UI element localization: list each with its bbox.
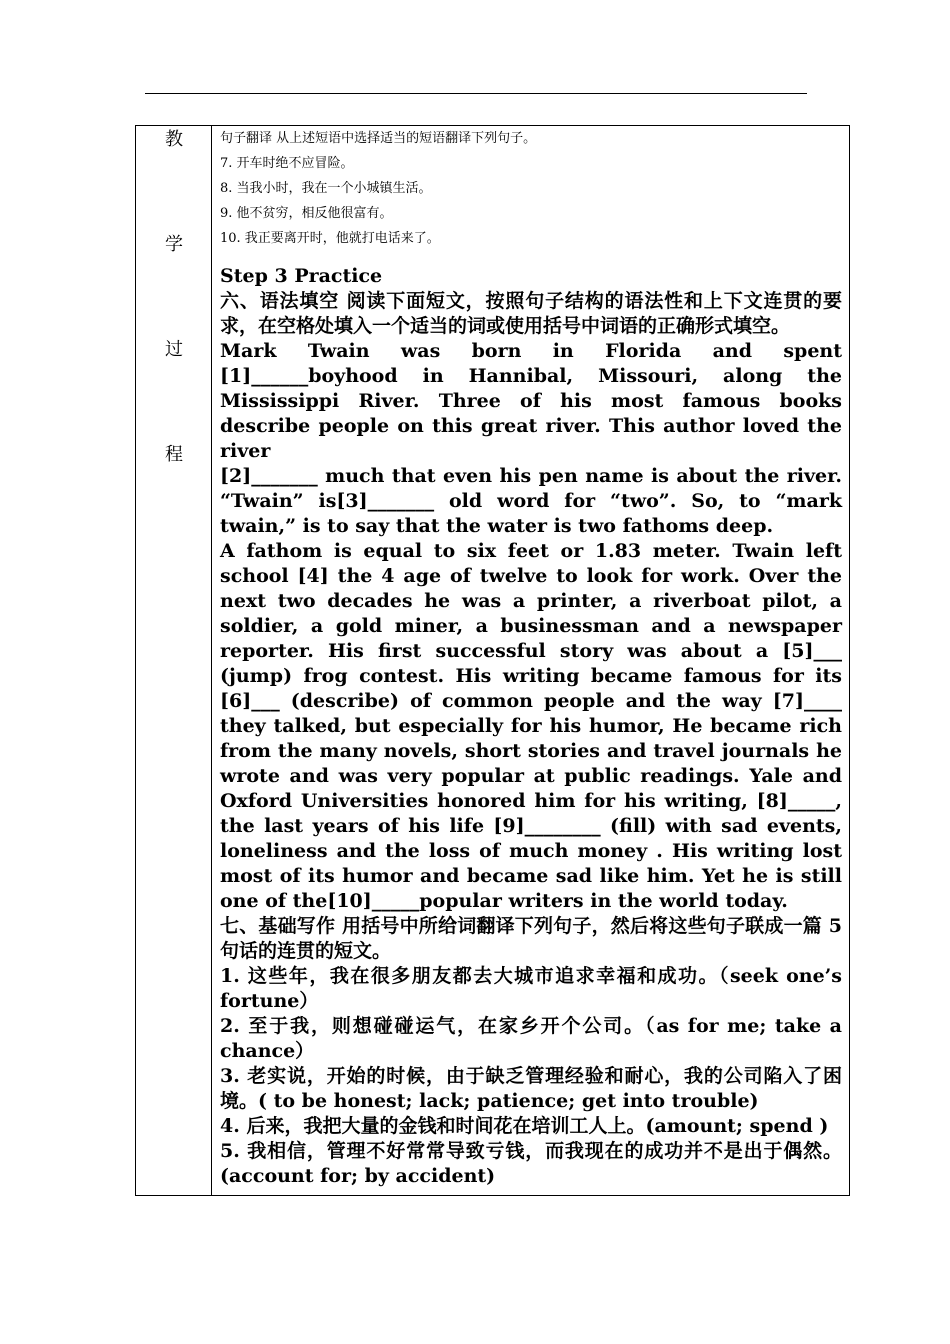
translation-item-10: 10. 我正要离开时，他就打电话来了。 bbox=[220, 231, 440, 246]
lesson-table bbox=[135, 125, 850, 1196]
step-heading: Step 3 Practice bbox=[220, 265, 383, 287]
writing-instruction: 七、基础写作 用括号中所给词翻译下列句子，然后将这些句子联成一篇 5 句话的连贯的短文。 bbox=[220, 915, 842, 962]
translation-item-8: 8. 当我小时，我在一个小城镇生活。 bbox=[220, 181, 432, 196]
label-cheng: 程 bbox=[165, 444, 183, 465]
label-xue: 学 bbox=[165, 234, 183, 255]
passage-paragraph-1: Mark Twain was born in Florida and spent [1]______boyhood in Hannibal, Missouri, along the Mississippi River. Three of his most famous books describe people on this great river. This author loved the river bbox=[220, 340, 842, 462]
writing-item-4: 4. 后来，我把大量的金钱和时间花在培训工人上。(amount; spend ) bbox=[220, 1115, 829, 1137]
writing-item-5: 5. 我相信，管理不好常常导致亏钱，而我现在的成功并不是出于偶然。(account for; by accident) bbox=[220, 1140, 842, 1187]
passage-paragraph-2: [2]_______ much that even his pen name is about the river. “Twain” is[3]_______ old word for “two”. So, to “mark twain,” is to say that the water is two fathoms deep. bbox=[220, 465, 842, 537]
header-rule bbox=[145, 93, 807, 94]
passage-paragraph-3: A fathom is equal to six feet or 1.83 meter. Twain left school [4] the 4 age of twelve to look for work. Over the next two decades he was a printer, a riverboat pilot, a soldier, a gold miner, a businessman and a newspaper reporter. His first successful story was about a [5]___ (jump) frog contest. His writing became famous for its [6]___ (describe) of common people and the way [7]____ they talked, but especially for his humor, He became rich from the many novels, short stories and travel journals he wrote and was very popular at public readings. Yale and Oxford Universities honored him for his writing, [8]_____, the last years of his life [9]________ (fill) with sad events, loneliness and the loss of much money . His writing lost most of its humor and became sad like him. Yet he is still one of the[10]_____popular writers in the world today. bbox=[220, 540, 842, 912]
translation-item-7: 7. 开车时绝不应冒险。 bbox=[220, 156, 354, 171]
content-column bbox=[220, 126, 842, 1189]
writing-item-3: 3. 老实说，开始的时候，由于缺乏管理经验和耐心，我的公司陷入了困境。( to be honest; lack; patience; get into trouble) bbox=[220, 1065, 842, 1112]
grammar-instruction: 六、语法填空 阅读下面短文，按照句子结构的语法性和上下文连贯的要求，在空格处填入一个适当的词或使用括号中词语的正确形式填空。 bbox=[220, 290, 842, 337]
label-guo: 过 bbox=[165, 339, 183, 360]
label-jiao: 教 bbox=[165, 129, 183, 150]
translation-instruction: 句子翻译 从上述短语中选择适当的短语翻译下列句子。 bbox=[220, 131, 537, 146]
translation-item-9: 9. 他不贫穷，相反他很富有。 bbox=[220, 206, 393, 221]
writing-item-1: 1. 这些年，我在很多朋友都去大城市追求幸福和成功。（seek one’s fortune） bbox=[220, 965, 842, 1012]
label-column bbox=[136, 126, 212, 1195]
writing-item-2: 2. 至于我，则想碰碰运气，在家乡开个公司。（as for me; take a chance） bbox=[220, 1015, 842, 1062]
